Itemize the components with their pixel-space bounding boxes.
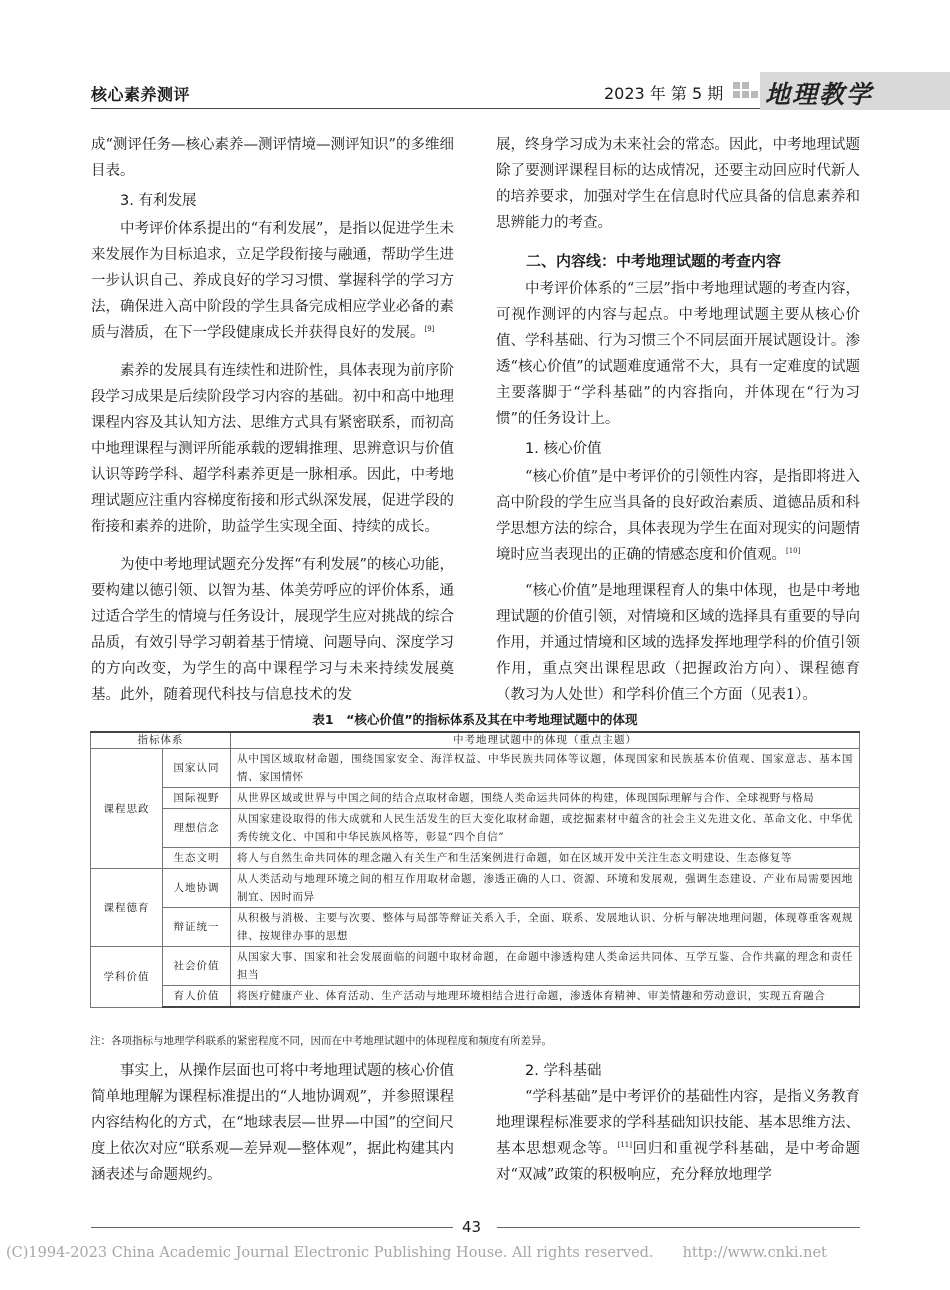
- paragraph: 素养的发展具有连续性和进阶性，具体表现为前序阶段学习成果是后续阶段学习内容的基础。初中和高中地理课程内容及其认知方法、思维方式具有紧密联系，而初高中地理课程与测评所能承载的逻辑推理、思辨意识与价值认识等跨学科、超学科素养更是一脉相承。因此，中考地理试题应注重内容梯度衔接和形式纵深发展，促进学段的衔接和素养的进阶，助益学生实现全面、持续的成长。: [91, 363, 454, 535]
- section-heading-content-line: 二、内容线：中考地理试题的考查内容: [526, 252, 782, 270]
- subheading-favorable-development: 3. 有利发展: [120, 193, 197, 209]
- decor-squares: [733, 82, 759, 104]
- indicator-cell: 生态文明: [163, 848, 231, 869]
- table-row: [91, 947, 860, 986]
- indicator-cell: 国际视野: [163, 788, 231, 809]
- paragraph: “核心价值”是中考评价的引领性内容，是指即将进入高中阶段的学生应当具备的良好政治素质、道德品质和科学思想方法的综合，具体表现为学生在面对现实的问题情境时应当表现出的正确的情感态度和价值观。[10]: [496, 469, 860, 563]
- category-cell: 课程思政: [91, 749, 163, 869]
- footer-rule-left: [91, 1227, 453, 1228]
- table-row: [91, 749, 860, 788]
- description-cell: 将医疗健康产业、体育活动、生产活动与地理环境相结合进行命题，渗透体育精神、审美情趣和劳动意识，实现五育融合: [231, 986, 860, 1008]
- issue-label: 2023 年 第 5 期: [604, 84, 724, 103]
- paragraph: 中考评价体系的“三层”指中考地理试题的考查内容，可视作测评的内容与起点。中考地理试题主要从核心价值、学科基础、行为习惯三个不同层面开展试题设计。渗透“核心价值”的试题难度通常不大，具有一定难度的试题主要落脚于“学科基础”的内容指向，并体现在“行为习惯”的任务设计上。: [496, 281, 860, 427]
- description-cell: 从世界区域或世界与中国之间的结合点取材命题，围绕人类命运共同体的构建，体现国际理解与合作、全球视野与格局: [231, 788, 860, 809]
- indicator-cell: 人地协调: [163, 869, 231, 908]
- header-rule: [91, 108, 760, 109]
- paragraph: 为使中考地理试题充分发挥“有利发展”的核心功能，要构建以德引领、以智为基、体美劳呼应的评价体系，通过适合学生的情境与任务设计，展现学生应对挑战的综合品质，有效引导学习朝着基于情境、问题导向、深度学习的方向改变，为学生的高中课程学习与未来持续发展奠基。此外，随着现代科技与信息技术的发: [91, 557, 454, 703]
- indicator-cell: 国家认同: [163, 749, 231, 788]
- paragraph: 中考评价体系提出的“有利发展”，是指以促进学生未来发展作为目标追求，立足学段衔接与融通，帮助学生进一步认识自己、养成良好的学习习惯、掌握科学的学习方法，确保进入高中阶段的学生具备完成相应学业必备的素质与潜质，在下一学段健康成长并获得良好的发展。[9]: [91, 221, 454, 341]
- subheading-core-value: 1. 核心价值: [525, 441, 602, 457]
- left-column-bottom: [91, 1058, 454, 1188]
- copyright-watermark: (C)1994-2023 China Academic Journal Electronic Publishing House. All rights reserved. http://www.cnki.net: [6, 1245, 827, 1261]
- table-row: [91, 788, 860, 809]
- table-row: [91, 908, 860, 947]
- section-title: 核心素养测评: [91, 85, 191, 104]
- right-column-top: [496, 132, 860, 708]
- indicator-cell: 社会价值: [163, 947, 231, 986]
- description-cell: 从人类活动与地理环境之间的相互作用取材命题，渗透正确的人口、资源、环境和发展观，强调生态建设、产业布局需要因地制宜、因时而异: [231, 869, 860, 908]
- page-header: [0, 0, 950, 120]
- table-header-cell: 指标体系: [91, 732, 231, 749]
- table-row: [91, 986, 860, 1008]
- table-caption: 表1 “核心价值”的指标体系及其在中考地理试题中的体现: [312, 712, 638, 727]
- table-header-row: [91, 732, 860, 749]
- journal-logo: 地理教学: [765, 80, 874, 109]
- table-row: [91, 809, 860, 848]
- indicator-cell: 辩证统一: [163, 908, 231, 947]
- right-column-bottom: [496, 1058, 860, 1188]
- citation: [11]: [617, 1141, 632, 1149]
- paragraph: “核心价值”是地理课程育人的集中体现，也是中考地理试题的价值引领，对情境和区域的选择具有重要的导向作用，并通过情境和区域的选择发挥地理学科的价值引领作用，重点突出课程思政（把握政治方向）、课程德育（教习为人处世）和学科价值三个方面（见表1）。: [496, 583, 860, 703]
- description-cell: 从国家建设取得的伟大成就和人民生活发生的巨大变化取材命题，或挖掘素材中蕴含的社会主义先进文化、革命文化、中华优秀传统文化、中国和中华民族风格等，彰显“四个自信”: [231, 809, 860, 848]
- citation: [10]: [786, 547, 801, 555]
- indicator-cell: 育人价值: [163, 986, 231, 1008]
- paragraph-continued: 展，终身学习成为未来社会的常态。因此，中考地理试题除了要测评课程目标的达成情况，还要主动回应时代新人的培养要求，加强对学生在信息时代应具备的信息素养和思辨能力的考查。: [496, 137, 860, 231]
- citation: [9]: [424, 325, 435, 333]
- description-cell: 将人与自然生命共同体的理念融入有关生产和生活案例进行命题，如在区域开发中关注生态文明建设、生态修复等: [231, 848, 860, 869]
- footer-rule-right: [497, 1227, 860, 1228]
- core-value-table: [90, 731, 860, 1008]
- paragraph: “学科基础”是中考评价的基础性内容，是指义务教育地理课程标准要求的学科基础知识技能、基本思维方法、基本思想观念等。[11]回归和重视学科基础，是中考命题对“双减”政策的积极响应，充分释放地理学: [496, 1089, 860, 1183]
- description-cell: 从中国区域取材命题，围绕国家安全、海洋权益、中华民族共同体等议题，体现国家和民族基本价值观、国家意志、基本国情、家国情怀: [231, 749, 860, 788]
- table-header-cell: 中考地理试题中的体现（重点主题）: [231, 732, 860, 749]
- description-cell: 从国家大事、国家和社会发展面临的问题中取材命题，在命题中渗透构建人类命运共同体、互学互鉴、合作共赢的理念和责任担当: [231, 947, 860, 986]
- paragraph-continued: 成“测评任务—核心素养—测评情境—测评知识”的多维细目表。: [91, 137, 454, 179]
- description-cell: 从积极与消极、主要与次要、整体与局部等辩证关系入手，全面、联系、发展地认识、分析与解决地理问题，体现尊重客观规律、按规律办事的思想: [231, 908, 860, 947]
- subheading-subject-foundation: 2. 学科基础: [525, 1063, 602, 1079]
- page-number: 43: [462, 1218, 482, 1236]
- category-cell: 课程德育: [91, 869, 163, 947]
- indicator-cell: 理想信念: [163, 809, 231, 848]
- paragraph: 事实上，从操作层面也可将中考地理试题的核心价值简单地理解为课程标准提出的“人地协调观”，并参照课程内容结构化的方式，在“地球表层—世界—中国”的空间尺度上依次对应“联系观—差异观—整体观”，据此构建其内涵表述与命题规约。: [91, 1063, 454, 1183]
- table-row: [91, 848, 860, 869]
- left-column-top: [91, 132, 454, 708]
- category-cell: 学科价值: [91, 947, 163, 1008]
- table-note: 注：各项指标与地理学科联系的紧密程度不同，因而在中考地理试题中的体现程度和频度有所差异。: [90, 1035, 552, 1047]
- table-row: [91, 869, 860, 908]
